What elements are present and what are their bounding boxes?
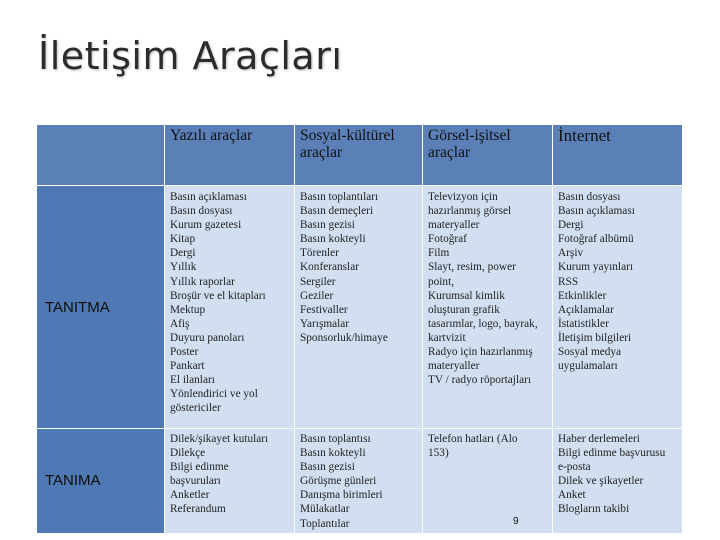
- cell-line: Bilgi edinme başvurusu: [558, 447, 666, 460]
- cell-line: Sponsorluk/himaye: [300, 331, 388, 344]
- cell-line: Basın dosyası: [170, 205, 233, 218]
- slide-title: İletişim Araçları: [38, 34, 343, 78]
- cell-line: Pankart: [170, 360, 205, 373]
- cell-line: Toplantılar: [300, 517, 350, 530]
- cell-line: Sergiler: [300, 275, 336, 288]
- cell-line: kartvizit: [428, 331, 466, 344]
- cell-line: Televizyon için: [428, 191, 498, 203]
- cell-line: başvuruları: [170, 475, 221, 488]
- cell-line: Festivaller: [300, 303, 348, 316]
- cell-line: Kurum gazetesi: [170, 219, 242, 232]
- row-header-tanitma: TANITMA: [37, 186, 165, 429]
- cell-line: Mülakatlar: [300, 503, 350, 516]
- cell-tanima-socio-cultural: [295, 429, 423, 534]
- cell-line: Görüşme günleri: [300, 475, 377, 488]
- cell-line: Basın gezisi: [300, 219, 355, 232]
- cell-line: Basın kokteyli: [300, 233, 366, 246]
- cell-line: Basın açıklaması: [170, 191, 247, 203]
- cell-line: Kitap: [170, 233, 196, 246]
- cell-line: Haber derlemeleri: [558, 433, 640, 445]
- cell-line: Arşiv: [558, 247, 584, 260]
- cell-line: Törenler: [300, 247, 339, 260]
- cell-line: El ilanları: [170, 374, 215, 387]
- cell-line: Basın gezisi: [300, 461, 355, 474]
- cell-tanitma-socio-cultural: [295, 186, 423, 429]
- cell-line: point,: [428, 275, 455, 288]
- cell-line: Basın demeçleri: [300, 205, 374, 218]
- cell-line: tasarımlar, logo, bayrak,: [428, 317, 538, 330]
- cell-line: Telefon hatları (Alo: [428, 433, 518, 445]
- cell-line: Slayt, resim, power: [428, 261, 516, 274]
- cell-line: materyaller: [428, 360, 480, 373]
- cell-line: Dilekçe: [170, 447, 206, 460]
- page-number: 9: [513, 516, 519, 527]
- cell-tanitma-audio-visual: [423, 186, 553, 429]
- cell-line: İletişim bilgileri: [558, 331, 632, 344]
- communication-tools-table: [36, 124, 683, 534]
- cell-line: Yarışmalar: [300, 317, 350, 330]
- cell-line: Konferanslar: [300, 261, 359, 274]
- cell-line: Dergi: [170, 247, 196, 260]
- cell-line: materyaller: [428, 219, 480, 232]
- table-row-tanima: [37, 429, 683, 534]
- cell-line: Basın toplantıları: [300, 191, 379, 203]
- cell-line: Basın kokteyli: [300, 447, 366, 460]
- cell-line: Yönlendirici ve yol: [170, 388, 258, 401]
- cell-line: Dilek ve şikayetler: [558, 475, 644, 488]
- cell-line: Bilgi edinme: [170, 461, 229, 474]
- header-internet: İnternet: [553, 125, 683, 186]
- cell-line: TV / radyo röportajları: [428, 374, 532, 387]
- cell-line: Radyo için hazırlanmış: [428, 346, 533, 359]
- cell-line: Blogların takibi: [558, 503, 630, 516]
- cell-line: Basın toplantısı: [300, 433, 371, 445]
- cell-tanima-internet: [553, 429, 683, 534]
- cell-line: Sosyal medya: [558, 346, 622, 359]
- cell-line: Anketler: [170, 489, 210, 502]
- cell-line: Duyuru panoları: [170, 331, 245, 344]
- cell-line: hazırlanmış görsel: [428, 205, 512, 218]
- cell-tanitma-written: [165, 186, 295, 429]
- cell-line: oluşturan grafik: [428, 303, 500, 316]
- header-socio-cultural-tools: Sosyal-kültürel araçlar: [295, 125, 423, 186]
- cell-line: Açıklamalar: [558, 303, 614, 316]
- cell-line: Geziler: [300, 289, 334, 302]
- row-header-tanima: TANIMA: [37, 429, 165, 534]
- header-written-tools: Yazılı araçlar: [165, 125, 295, 186]
- cell-line: Broşür ve el kitapları: [170, 289, 266, 302]
- cell-line: göstericiler: [170, 402, 221, 415]
- cell-line: Kurum yayınları: [558, 261, 633, 274]
- cell-line: Referandum: [170, 503, 226, 516]
- cell-line: İstatistikler: [558, 317, 609, 330]
- cell-line: e-posta: [558, 461, 591, 474]
- cell-line: Basın dosyası: [558, 191, 621, 203]
- cell-line: Mektup: [170, 303, 206, 316]
- cell-tanitma-internet: [553, 186, 683, 429]
- table-row-tanitma: [37, 186, 683, 429]
- cell-line: Dergi: [558, 219, 584, 232]
- cell-line: Basın açıklaması: [558, 205, 635, 218]
- cell-line: 153): [428, 447, 449, 460]
- cell-line: Afiş: [170, 317, 190, 330]
- cell-line: RSS: [558, 275, 579, 288]
- table-header-row: [37, 125, 683, 186]
- cell-line: uygulamaları: [558, 360, 618, 373]
- cell-line: Kurumsal kimlik: [428, 289, 505, 302]
- cell-line: Etkinlikler: [558, 289, 607, 302]
- cell-line: Yıllık raporlar: [170, 275, 235, 288]
- header-audio-visual-tools: Görsel-işitsel araçlar: [423, 125, 553, 186]
- cell-line: Yıllık: [170, 261, 197, 274]
- header-corner-cell: [37, 125, 165, 186]
- cell-line: Danışma birimleri: [300, 489, 383, 502]
- cell-line: Fotoğraf: [428, 233, 467, 246]
- cell-tanima-written: [165, 429, 295, 534]
- cell-tanima-audio-visual: [423, 429, 553, 534]
- cell-line: Anket: [558, 489, 586, 502]
- cell-line: Poster: [170, 346, 199, 359]
- cell-line: Dilek/şikayet kutuları: [170, 433, 269, 445]
- cell-line: Film: [428, 247, 450, 260]
- cell-line: Fotoğraf albümü: [558, 233, 634, 246]
